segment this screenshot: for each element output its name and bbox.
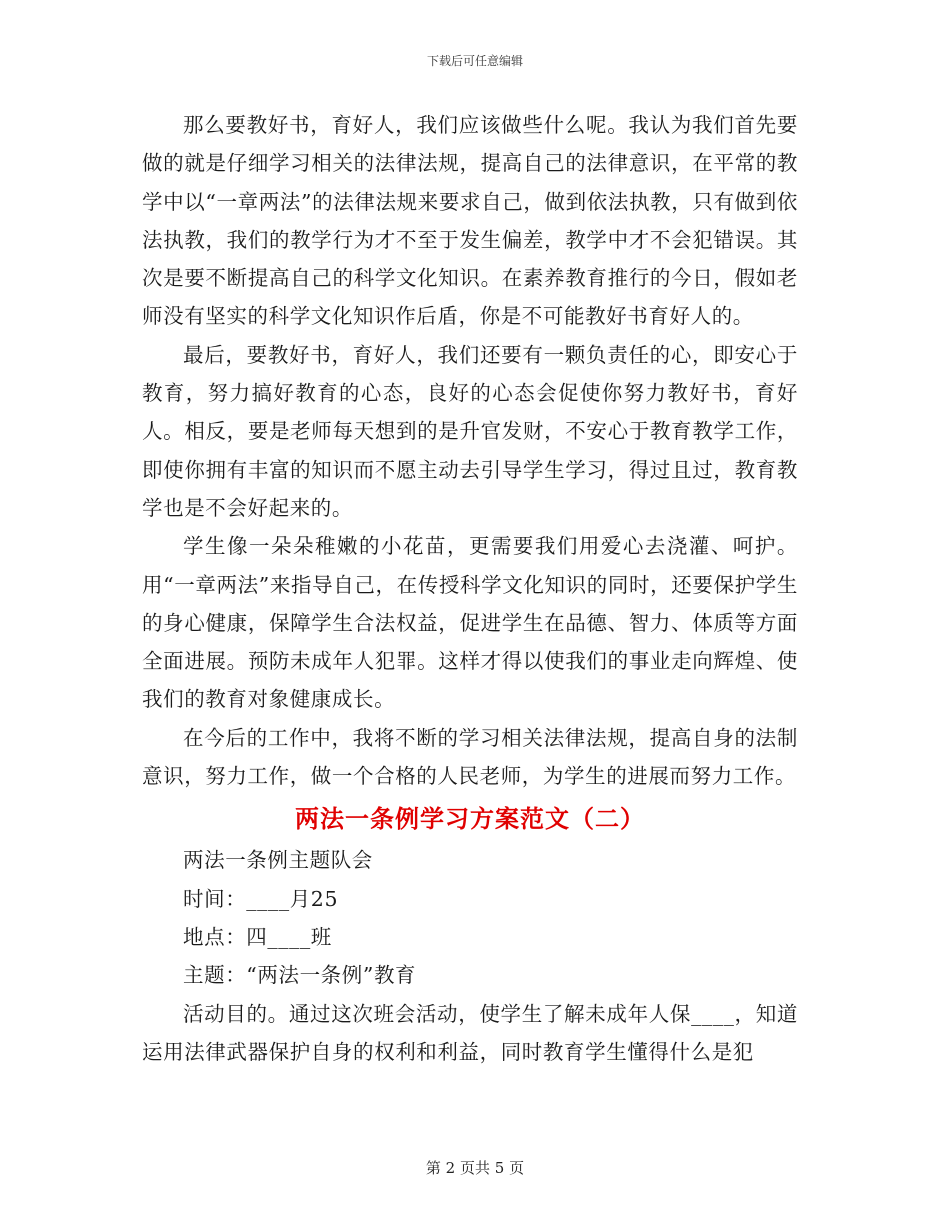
document-body: [142, 106, 798, 1071]
paragraph-2: 最后，要教好书，育好人，我们还要有一颗负责任的心，即安心于教育，努力搞好教育的心态，良好的心态会促使你努力教好书，育好人。相反，要是老师每天想到的是升官发财，不安心于教育教学工作，即使你拥有丰富的知识而不愿主动去引导学生学习，得过且过，教育教学也是不会好起来的。: [142, 342, 798, 520]
meeting-name: 两法一条例主题队会: [183, 848, 373, 873]
page-header: 下载后可任意编辑: [426, 54, 523, 68]
paragraph-1: 那么要教好书，育好人，我们应该做些什么呢。我认为我们首先要做的就是仔细学习相关的法律法规，提高自己的法律意识，在平常的教学中以“一章两法”的法律法规来要求自己，做到依法执教，只有做到依法执教，我们的教学行为才不至于发生偏差，教学中才不会犯错误。其次是要不断提高自己的科学文化知识。在素养教育推行的今日，假如老师没有坚实的科学文化知识作后盾，你是不可能教好书育好人的。: [142, 113, 798, 329]
section-title: 两法一条例学习方案范文（二）: [295, 804, 645, 834]
meeting-theme: 主题：“两法一条例”教育: [183, 963, 417, 988]
meeting-place: 地点：四____班: [183, 924, 332, 949]
meeting-time: 时间：____月25: [183, 886, 339, 911]
paragraph-4: 在今后的工作中，我将不断的学习相关法律法规，提高自身的法制意识，努力工作，做一个合格的人民老师，为学生的进展而努力工作。: [142, 725, 798, 789]
meeting-purpose: 活动目的。通过这次班会活动，使学生了解未成年人保____，知道运用法律武器保护自身的权利和利益，同时教育学生懂得什么是犯: [142, 1001, 798, 1064]
page-footer: 第 2 页共 5 页: [425, 1159, 525, 1177]
paragraph-3: 学生像一朵朵稚嫩的小花苗，更需要我们用爱心去浇灌、呵护。用“一章两法”来指导自己，在传授科学文化知识的同时，还要保护学生的身心健康，保障学生合法权益，促进学生在品德、智力、体质等方面全面进展。预防未成年人犯罪。这样才得以使我们的事业走向辉煌、使我们的教育对象健康成长。: [142, 534, 798, 712]
